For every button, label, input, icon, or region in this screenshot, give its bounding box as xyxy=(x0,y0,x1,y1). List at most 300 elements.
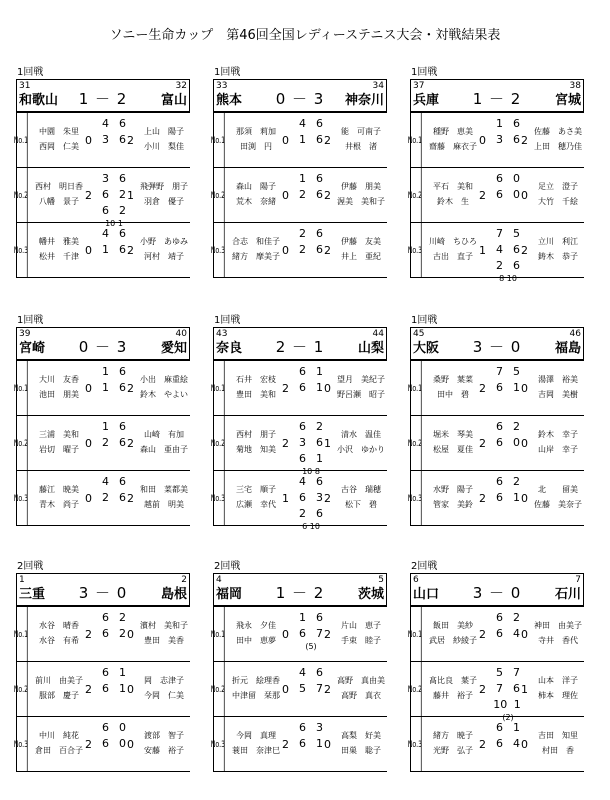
match-number: No.1 xyxy=(15,361,28,416)
set-score-row xyxy=(491,132,525,148)
match-row xyxy=(210,662,387,717)
set-score-right: 1 xyxy=(513,721,520,734)
left-player-1: 前川 由美子 xyxy=(35,676,83,685)
set-score-left: 6 xyxy=(496,475,503,488)
set-score-left: 3 xyxy=(102,172,109,185)
right-player-2: 高野 真衣 xyxy=(341,691,381,700)
right-player-2: 小川 梨佳 xyxy=(144,142,184,151)
set-score-right: 6 xyxy=(513,133,520,146)
left-player-1: 三浦 美和 xyxy=(39,430,79,439)
right-player-2: 河村 靖子 xyxy=(144,252,184,261)
set-scores xyxy=(491,720,525,752)
set-score-right: 2 xyxy=(119,611,126,624)
set-score-row xyxy=(491,681,525,697)
match-number: No.1 xyxy=(212,113,225,168)
left-player-2: 倉田 百合子 xyxy=(35,746,83,755)
set-score-right: 6 xyxy=(316,611,323,624)
left-player-1: 桑野 葉菜 xyxy=(433,375,473,384)
team-score: 3 － 0 xyxy=(472,338,522,356)
set-score-right: 6 xyxy=(119,172,126,185)
match-number: No.1 xyxy=(409,113,422,168)
match-row xyxy=(210,471,387,531)
left-player-1: 水谷 晴香 xyxy=(39,621,79,630)
match-row xyxy=(210,416,387,476)
set-score-row xyxy=(97,681,131,697)
left-team-number: 31 xyxy=(19,81,31,91)
match-block xyxy=(13,66,190,278)
set-score-right: 1 xyxy=(513,381,520,394)
left-player-1: 緒方 暁子 xyxy=(433,731,473,740)
team-header xyxy=(213,327,387,361)
left-team-number: 45 xyxy=(413,329,425,339)
set-score-right: 1 xyxy=(513,698,521,711)
set-score-row xyxy=(491,435,525,451)
set-scores xyxy=(294,720,328,752)
set-score-left: 3 xyxy=(102,133,109,146)
team-score: 0 － 3 xyxy=(275,90,325,108)
right-player-2: 佐藤 美奈子 xyxy=(534,500,582,509)
match-number: No.3 xyxy=(212,717,225,772)
set-score-left: 6 xyxy=(102,682,109,695)
left-sets-won: 0 xyxy=(282,628,289,641)
set-score-row xyxy=(294,681,328,697)
right-player-1: 吉田 知里 xyxy=(538,731,578,740)
set-score-right: 6 xyxy=(316,436,323,449)
match-number: No.3 xyxy=(409,471,422,526)
right-sets-won: 2 xyxy=(127,492,134,505)
left-team-name: 三重 xyxy=(19,587,46,602)
set-score-row xyxy=(491,226,525,242)
set-score-row xyxy=(97,610,131,626)
left-player-1: 西村 明日香 xyxy=(35,182,83,191)
set-score-row xyxy=(491,665,525,681)
set-score-right: 2 xyxy=(119,204,126,217)
set-score-right: 6 xyxy=(513,259,520,272)
set-scores xyxy=(97,610,131,642)
right-player-2: 豊田 美香 xyxy=(144,636,184,645)
set-score-right: 2 xyxy=(513,611,520,624)
left-sets-won: 0 xyxy=(85,382,92,395)
set-score-left: 6 xyxy=(299,365,306,378)
left-team-number: 43 xyxy=(216,329,228,339)
set-score-right: 7 xyxy=(513,666,520,679)
set-score-left: 6 xyxy=(102,721,109,734)
right-player-2: 村田 香 xyxy=(542,746,574,755)
right-team-name: 富山 xyxy=(160,93,187,108)
set-score-left: 6 xyxy=(299,491,306,504)
set-score-left: 1 xyxy=(496,117,503,130)
set-score-row xyxy=(97,435,131,451)
right-team-number: 5 xyxy=(378,575,384,585)
right-player-1: 伊藤 朋美 xyxy=(341,182,381,191)
set-scores xyxy=(97,364,131,396)
set-score-left: 6 xyxy=(496,491,503,504)
left-player-1: 中川 純花 xyxy=(39,731,79,740)
set-score-row xyxy=(97,203,131,219)
right-player-1: 上山 陽子 xyxy=(144,127,184,136)
left-player-2: 青木 尚子 xyxy=(39,500,79,509)
right-sets-won: 0 xyxy=(324,382,331,395)
set-score-left: 2 xyxy=(102,491,109,504)
left-player-1: 飯田 美紗 xyxy=(433,621,473,630)
left-sets-won: 0 xyxy=(85,492,92,505)
right-player-1: 高野 真由美 xyxy=(337,676,385,685)
set-score-left: 2 xyxy=(496,259,503,272)
left-player-2: 豊田 美和 xyxy=(236,390,276,399)
left-player-2: 光野 弘子 xyxy=(433,746,473,755)
right-player-2: 森山 亜由子 xyxy=(140,445,188,454)
set-score-row xyxy=(491,187,525,203)
right-team-number: 7 xyxy=(575,575,581,585)
left-sets-won: 2 xyxy=(85,683,92,696)
set-score-right: 7 xyxy=(316,682,323,695)
set-score-left: 6 xyxy=(299,627,306,640)
left-player-2: 齋藤 麻衣子 xyxy=(429,142,477,151)
match-block xyxy=(407,560,584,772)
set-score-right: 5 xyxy=(513,227,520,240)
right-player-2: 野呂瀬 昭子 xyxy=(337,390,385,399)
match-number: No.3 xyxy=(409,223,422,278)
set-score-right: 1 xyxy=(119,666,126,679)
match-row xyxy=(210,607,387,662)
left-player-1: 三宅 順子 xyxy=(236,485,276,494)
round-label: 2回戦 xyxy=(214,561,241,572)
match-number: No.3 xyxy=(15,471,28,526)
left-player-2: 田渕 円 xyxy=(240,142,272,151)
right-sets-won: 1 xyxy=(521,683,528,696)
match-row xyxy=(407,662,584,722)
team-score: 1 － 2 xyxy=(275,584,325,602)
match-number: No.3 xyxy=(409,717,422,772)
left-player-1: 西村 朋子 xyxy=(236,430,276,439)
left-sets-won: 2 xyxy=(479,628,486,641)
match-row xyxy=(407,471,584,526)
set-scores xyxy=(491,116,525,148)
left-player-1: 今岡 真理 xyxy=(236,731,276,740)
left-team-number: 37 xyxy=(413,81,425,91)
set-scores xyxy=(491,419,525,451)
set-score-left: 2 xyxy=(299,227,306,240)
set-score-right: 0 xyxy=(119,737,126,750)
set-score-left: 4 xyxy=(102,117,109,130)
right-player-2: 越前 明美 xyxy=(144,500,184,509)
right-team-name: 宮城 xyxy=(554,93,581,108)
set-scores xyxy=(491,665,525,723)
set-score-right: 3 xyxy=(316,491,323,504)
set-score-left: 4 xyxy=(299,117,306,130)
left-player-2: 緒方 摩美子 xyxy=(232,252,280,261)
right-player-2: 田巣 聡子 xyxy=(341,746,381,755)
set-score-left: 1 xyxy=(102,365,109,378)
set-score-right: 6 xyxy=(119,365,126,378)
match-row xyxy=(210,361,387,416)
right-team-name: 島根 xyxy=(160,587,187,602)
left-sets-won: 0 xyxy=(282,134,289,147)
left-team-name: 宮崎 xyxy=(19,341,46,356)
set-scores xyxy=(491,610,525,642)
set-score-right: 1 xyxy=(316,381,323,394)
left-sets-won: 0 xyxy=(282,189,289,202)
set-scores xyxy=(97,720,131,752)
set-score-left: 2 xyxy=(299,188,306,201)
match-number: No.3 xyxy=(212,223,225,278)
left-sets-won: 2 xyxy=(85,189,92,202)
set-score-row xyxy=(97,419,131,435)
set-scores xyxy=(97,226,131,258)
team-score: 1 － 2 xyxy=(472,90,522,108)
set-score-row xyxy=(491,490,525,506)
left-sets-won: 2 xyxy=(479,738,486,751)
match-row xyxy=(407,416,584,471)
left-team-number: 1 xyxy=(19,575,25,585)
right-player-2: 吉岡 美樹 xyxy=(538,390,578,399)
set-score-row xyxy=(294,364,328,380)
right-player-1: 望月 美紀子 xyxy=(337,375,385,384)
set-score-row xyxy=(97,132,131,148)
right-player-1: 神田 由美子 xyxy=(534,621,582,630)
left-player-1: 堀米 琴美 xyxy=(433,430,473,439)
left-player-2: 藤井 裕子 xyxy=(433,691,473,700)
left-player-2: 広瀬 幸代 xyxy=(236,500,276,509)
round-label: 1回戦 xyxy=(214,67,241,78)
set-score-row xyxy=(491,380,525,396)
set-score-row xyxy=(97,736,131,752)
set-score-left: 4 xyxy=(299,666,306,679)
set-score-left: 6 xyxy=(299,452,306,465)
right-team-number: 46 xyxy=(569,329,581,339)
right-player-2: 手束 睦子 xyxy=(341,636,381,645)
right-sets-won: 1 xyxy=(324,437,331,450)
set-score-left: 1 xyxy=(102,420,109,433)
right-sets-won: 2 xyxy=(324,683,331,696)
set-score-left: 5 xyxy=(299,682,306,695)
set-score-left: 6 xyxy=(496,737,503,750)
set-score-row xyxy=(491,610,525,626)
left-sets-won: 2 xyxy=(282,382,289,395)
left-sets-won: 2 xyxy=(85,628,92,641)
round-label: 1回戦 xyxy=(214,315,241,326)
set-score-left: 6 xyxy=(496,721,503,734)
set-score-row xyxy=(491,474,525,490)
left-team-number: 39 xyxy=(19,329,31,339)
team-header xyxy=(16,573,190,607)
right-player-1: 清水 温佳 xyxy=(341,430,381,439)
set-score-right: 6 xyxy=(119,436,126,449)
set-score-right: 2 xyxy=(316,420,323,433)
set-score-right: 4 xyxy=(513,737,520,750)
right-player-2: 上田 穂乃佳 xyxy=(534,142,582,151)
match-row xyxy=(13,471,190,526)
team-header xyxy=(16,327,190,361)
set-score-row xyxy=(294,132,328,148)
right-player-1: 和田 菜都美 xyxy=(140,485,188,494)
right-player-1: 飛弾野 朋子 xyxy=(140,182,188,191)
set-score-row xyxy=(294,490,328,506)
left-sets-won: 2 xyxy=(479,492,486,505)
set-score-row xyxy=(97,226,131,242)
right-player-1: 古谷 瑞穂 xyxy=(341,485,381,494)
set-score-right: 1 xyxy=(119,682,126,695)
left-player-1: 合志 和佳子 xyxy=(232,237,280,246)
right-player-1: 湯澤 裕美 xyxy=(538,375,578,384)
match-row xyxy=(210,168,387,223)
left-sets-won: 2 xyxy=(85,738,92,751)
match-row xyxy=(13,168,190,228)
match-number: No.1 xyxy=(15,607,28,662)
right-sets-won: 1 xyxy=(127,189,134,202)
left-player-1: 平石 美和 xyxy=(433,182,473,191)
right-player-1: 能 可南子 xyxy=(341,127,381,136)
right-sets-won: 2 xyxy=(521,134,528,147)
tiebreak-score: 8 10 xyxy=(499,274,517,283)
match-number: No.2 xyxy=(15,662,28,717)
right-player-1: 山崎 有加 xyxy=(144,430,184,439)
right-sets-won: 2 xyxy=(127,382,134,395)
set-score-left: 6 xyxy=(496,172,503,185)
set-score-left: 6 xyxy=(299,737,306,750)
match-number: No.2 xyxy=(409,168,422,223)
left-team-number: 6 xyxy=(413,575,419,585)
set-score-left: 2 xyxy=(299,243,306,256)
right-sets-won: 0 xyxy=(521,382,528,395)
set-score-left: 7 xyxy=(496,682,503,695)
right-sets-won: 2 xyxy=(127,134,134,147)
set-scores xyxy=(294,419,328,477)
set-score-left: 1 xyxy=(299,611,306,624)
page-title: ソニー生命カップ 第46回全国レディーステニス大会・対戦結果表 xyxy=(109,28,501,43)
set-score-left: 7 xyxy=(496,365,503,378)
match-row xyxy=(13,416,190,471)
match-number: No.1 xyxy=(212,361,225,416)
right-player-1: 山本 洋子 xyxy=(538,676,578,685)
set-score-row xyxy=(294,626,328,642)
left-sets-won: 0 xyxy=(85,134,92,147)
set-score-row xyxy=(294,116,328,132)
team-header xyxy=(410,79,584,113)
round-label: 1回戦 xyxy=(411,67,438,78)
set-score-row xyxy=(491,171,525,187)
set-score-right: 1 xyxy=(316,365,323,378)
match-block xyxy=(13,314,190,526)
left-player-1: 水野 陽子 xyxy=(433,485,473,494)
set-score-right: 6 xyxy=(316,117,323,130)
set-scores xyxy=(97,474,131,506)
tiebreak-score: 10 1 xyxy=(105,219,123,228)
set-score-row xyxy=(97,242,131,258)
set-score-right: 6 xyxy=(513,243,520,256)
right-team-number: 2 xyxy=(181,575,187,585)
set-score-left: 1 xyxy=(102,381,109,394)
left-player-2: 池田 朋美 xyxy=(39,390,79,399)
match-row xyxy=(13,607,190,662)
set-score-right: 6 xyxy=(316,133,323,146)
match-row xyxy=(407,361,584,416)
right-sets-won: 0 xyxy=(521,189,528,202)
right-player-2: 小沢 ゆかり xyxy=(337,445,385,454)
match-number: No.3 xyxy=(15,223,28,278)
right-player-1: 渡部 智子 xyxy=(144,731,184,740)
set-score-right: 6 xyxy=(316,227,323,240)
round-label: 2回戦 xyxy=(17,561,44,572)
left-player-2: 岩切 曜子 xyxy=(39,445,79,454)
match-number: No.2 xyxy=(409,662,422,717)
left-player-1: 川崎 ちひろ xyxy=(429,237,477,246)
set-score-row xyxy=(294,474,328,490)
match-number: No.1 xyxy=(409,607,422,662)
set-score-right: 0 xyxy=(119,721,126,734)
set-score-left: 6 xyxy=(496,381,503,394)
set-score-right: 6 xyxy=(316,243,323,256)
match-row xyxy=(407,607,584,662)
set-scores xyxy=(97,419,131,451)
right-sets-won: 0 xyxy=(521,437,528,450)
left-player-2: 荒木 奈緒 xyxy=(236,197,276,206)
set-score-right: 0 xyxy=(513,172,520,185)
left-player-1: 折元 絵理香 xyxy=(232,676,280,685)
set-score-row xyxy=(491,720,525,736)
left-player-2: 西岡 仁美 xyxy=(39,142,79,151)
match-number: No.1 xyxy=(15,113,28,168)
right-player-2: 井上 亜紀 xyxy=(341,252,381,261)
set-score-right: 1 xyxy=(513,491,520,504)
set-score-right: 1 xyxy=(316,737,323,750)
left-player-2: 服部 慶子 xyxy=(39,691,79,700)
set-score-row xyxy=(294,171,328,187)
right-player-2: 今岡 仁美 xyxy=(144,691,184,700)
set-score-row xyxy=(97,626,131,642)
set-score-left: 6 xyxy=(496,627,503,640)
set-score-row xyxy=(97,364,131,380)
right-player-1: 伊藤 友美 xyxy=(341,237,381,246)
set-score-right: 2 xyxy=(513,475,520,488)
right-team-name: 茨城 xyxy=(357,587,384,602)
set-score-row xyxy=(294,242,328,258)
match-number: No.1 xyxy=(409,361,422,416)
right-team-name: 神奈川 xyxy=(344,93,384,108)
left-player-2: 田中 碧 xyxy=(437,390,469,399)
left-sets-won: 0 xyxy=(85,437,92,450)
right-sets-won: 0 xyxy=(127,738,134,751)
set-score-row xyxy=(294,451,328,467)
right-player-2: 鋳木 恭子 xyxy=(538,252,578,261)
set-score-row xyxy=(294,435,328,451)
right-sets-won: 0 xyxy=(521,492,528,505)
set-score-left: 6 xyxy=(496,611,503,624)
left-player-2: 八幡 景子 xyxy=(39,197,79,206)
right-player-2: 松下 碧 xyxy=(345,500,377,509)
set-score-left: 2 xyxy=(299,507,306,520)
right-team-number: 44 xyxy=(372,329,384,339)
right-player-2: 渥美 美和子 xyxy=(337,197,385,206)
match-block xyxy=(13,560,190,772)
round-label: 1回戦 xyxy=(17,315,44,326)
left-player-2: 武居 紗綾子 xyxy=(429,636,477,645)
left-team-name: 兵庫 xyxy=(413,93,440,108)
left-team-name: 奈良 xyxy=(216,341,243,356)
right-sets-won: 2 xyxy=(324,244,331,257)
set-scores xyxy=(294,116,328,148)
left-player-1: 那須 莉加 xyxy=(236,127,276,136)
right-player-1: 岡 志津子 xyxy=(144,676,184,685)
set-score-right: 6 xyxy=(119,381,126,394)
set-score-right: 2 xyxy=(119,627,126,640)
set-score-row xyxy=(97,474,131,490)
right-player-2: 山岸 幸子 xyxy=(538,445,578,454)
match-block xyxy=(407,314,584,526)
right-player-1: 佐藤 あさ美 xyxy=(534,127,582,136)
left-sets-won: 2 xyxy=(479,189,486,202)
left-player-1: 森山 陽子 xyxy=(236,182,276,191)
